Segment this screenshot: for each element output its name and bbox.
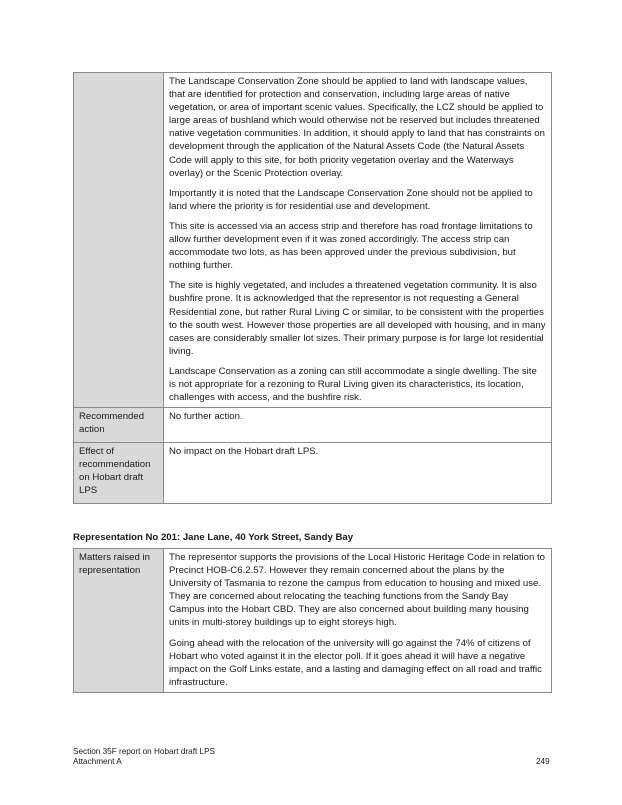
effect-value <box>164 443 552 504</box>
page-number: 249 <box>536 757 550 766</box>
footer-report-title: Section 35F report on Hobart draft LPS <box>73 747 215 756</box>
effect-label: Effect of recommendation on Hobart draft LPS <box>74 443 164 504</box>
discussion-paragraph-4: The site is highly vegetated, and includes a threatened vegetation community. It is also bushfire prone. It is acknowledged that the representor is not requesting a General Residential zone, but rather Rural Living C or similar, to be consistent with the properties to the south west. However those properties are all developed with housing, and in many cases are considerably smaller lot sizes. Their primary purpose is for large lot residential living. <box>169 280 546 357</box>
recommended-action-label: Recommended action <box>74 408 164 443</box>
effect-row <box>74 443 552 504</box>
discussion-paragraph-2: Importantly it is noted that the Landscape Conservation Zone should not be applied to land where the priority is for residential use and development. <box>169 187 533 212</box>
matters-label: Matters raised in representation <box>74 549 164 693</box>
matters-paragraph-1: The representor supports the provisions of the Local Historic Heritage Code in relation to Precinct HOB-C6.2.57. However they remain concerned about the plans by the University of Tasmania to rezone the campus from education to housing and mixed use. They are concerned about relocating the teaching functions from the Sandy Bay Campus into the Hobart CBD. They are also concerned about building many housing units in multi-storey buildings up to eight storeys high. <box>169 552 545 629</box>
discussion-paragraph-1: The Landscape Conservation Zone should be applied to land with landscape values, that are identified for protection and conservation, including large areas of native vegetation, or area of important scenic values. Specifically, the LCZ should be applied to large areas of bushland which would otherwise not be reserved but includes threatened native vegetation communities. In addition, it should apply to land that has constraints on development through the application of the Natural Assets Code (the Natural Assets Code will apply to this site, for both priority vegetation overlay and the Waterways overlay) or the Scenic Protection overlay. <box>169 76 545 179</box>
matters-paragraph-2: Going ahead with the relocation of the university will go against the 74% of citizens of Hobart who voted against it in the elector poll. If it goes ahead it will have a negative impact on the Golf Links estate, and a lasting and damaging effect on all road and traffic infrastructure. <box>169 637 542 688</box>
discussion-label-cell <box>74 73 164 408</box>
representation-heading: Representation No 201: Jane Lane, 40 York Street, Sandy Bay <box>73 532 354 543</box>
effect-text: No impact on the Hobart draft LPS. <box>169 446 319 458</box>
matters-row <box>74 549 552 693</box>
discussion-cell <box>164 73 552 408</box>
representation-table <box>73 548 552 693</box>
recommended-action-text: No further action. <box>169 411 243 423</box>
recommended-action-value <box>164 408 552 443</box>
discussion-row <box>74 73 552 408</box>
discussion-paragraph-5: Landscape Conservation as a zoning can still accommodate a single dwelling. The site is not appropriate for a rezoning to Rural Living given its characteristics, its location, challenges with access, and the bushfire risk. <box>169 365 537 404</box>
footer-attachment: Attachment A <box>73 757 122 766</box>
response-table <box>73 72 552 504</box>
recommended-action-row <box>74 408 552 443</box>
matters-cell <box>164 549 552 693</box>
discussion-paragraph-3: This site is accessed via an access strip and therefore has road frontage limitations to allow further development even if it was zoned accordingly. The access strip can accommodate two lots, as has been approved under the previous subdivision, but nothing further. <box>169 220 533 272</box>
